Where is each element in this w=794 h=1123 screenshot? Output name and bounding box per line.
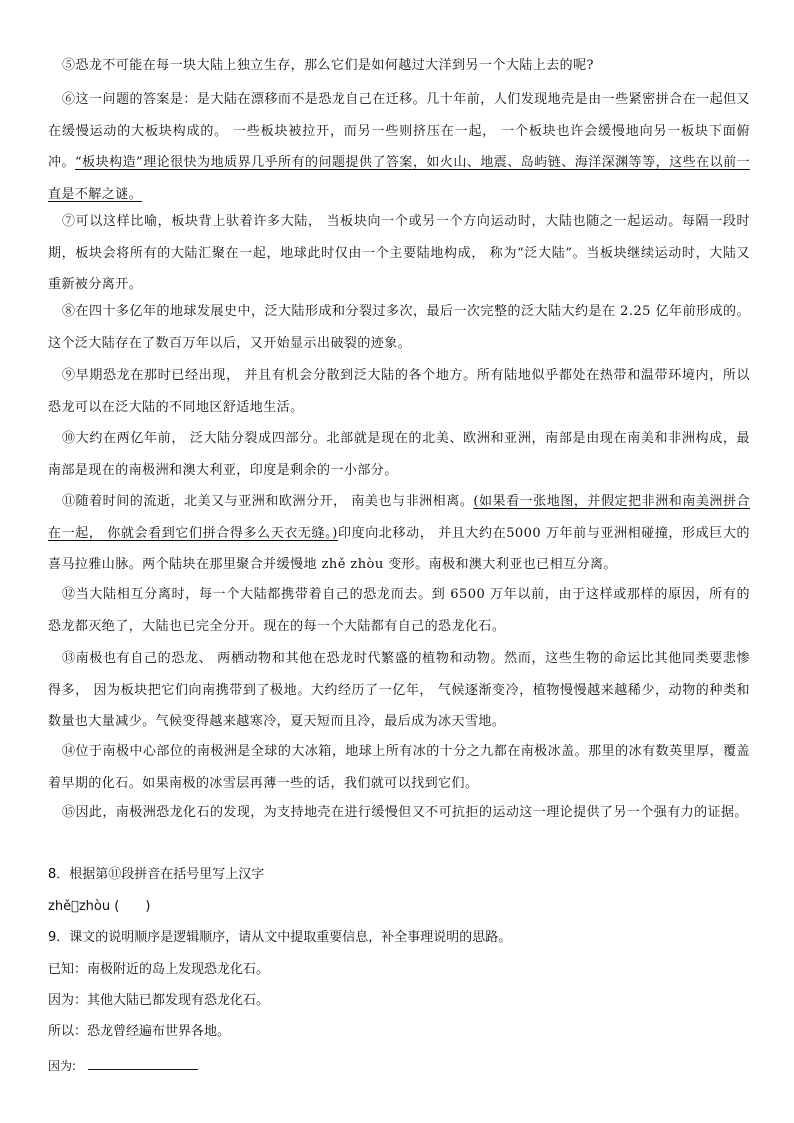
question-8-title: 8．根据第⑪段拼音在括号里写上汉字 bbox=[48, 867, 265, 882]
paragraph-11-text-b: 印度向北移动， 并且大约在5000 万年前与亚洲相碰撞，形成巨大的喜马拉雅山脉。两个陆块在那里聚合并缓慢地 zhě zhòu 变形。南极和澳大利亚也已相互分离。 bbox=[48, 525, 750, 572]
paragraph-6-underlined: “板块构造”理论很快为地质界几乎所有的问题提供了答案，如火山、地震、岛屿链、海洋深渊等等，这些在以前一直是不解之谜。 bbox=[48, 155, 750, 202]
question-8-answer bbox=[48, 897, 750, 917]
paragraph-7: ⑦可以这样比喻，板块背上驮着许多大陆， 当板块向一个或另一个方向运动时，大陆也随之一起运动。每隔一段时期，板块会将所有的大陆汇聚在一起，地球此时仅由一个主要陆地构成， 称为“泛大陆”。当板块继续运动时，大陆又重新被分离开。 bbox=[48, 214, 750, 292]
paragraph-10: ⑩大约在两亿年前， 泛大陆分裂成四部分。北部就是现在的北美、欧洲和亚洲，南部是由现在南美和非洲构成，最南部是现在的南极洲和澳大利亚，印度是剩余的一小部分。 bbox=[48, 431, 750, 478]
paragraph-6 bbox=[48, 84, 750, 210]
paragraph-11-underlined: (如果看一张地图，并假定把非洲和南美洲拼合在一起， 你就会看到它们拼合得多么天衣无缝。) bbox=[48, 494, 750, 541]
paragraph-5: ⑤恐龙不可能在每一块大陆上独立生存，那么它们是如何越过大洋到另一个大陆上去的呢? bbox=[62, 58, 594, 73]
paragraph-14: ⑭位于南极中心部位的南极洲是全球的大冰箱，地球上所有冰的十分之九都在南极冰盖。那里的冰有数英里厚，覆盖着早期的化石。如果南极的冰雪层再薄一些的话，我们就可以找到它们。 bbox=[48, 744, 750, 791]
question-8-answer-text[interactable]: zhě zhòu ( ) bbox=[48, 899, 151, 914]
paragraph-15: ⑮因此，南极洲恐龙化石的发现，为支持地壳在进行缓慢但又不可抗拒的运动这一理论提供了另一个强有力的证据。 bbox=[62, 805, 748, 820]
question-9-because: 因为：其他大陆已都发现有恐龙化石。 bbox=[48, 993, 270, 1008]
paragraph-11-text-a: ⑪随着时间的流逝，北美又与亚洲和欧洲分开， 南美也与非洲相离。 bbox=[62, 494, 474, 509]
question-9-title: 9．课文的说明顺序是逻辑顺序，请从文中提取重要信息，补全事理说明的思路。 bbox=[48, 930, 512, 945]
answer-blank[interactable] bbox=[88, 1057, 198, 1070]
paragraph-8: ⑧在四十多亿年的地球发展史中，泛大陆形成和分裂过多次，最后一次完整的泛大陆大约是在 2.25 亿年前形成的。这个泛大陆存在了数百万年以后，又开始显示出破裂的迹象。 bbox=[48, 304, 750, 351]
paragraph-13: ⑬南极也有自己的恐龙、 两栖动物和其他在恐龙时代繁盛的植物和动物。然而，这些生物的命运比其他同类要悲惨得多， 因为板块把它们向南携带到了极地。大约经历了一亿年， 气候逐渐变冷，植物慢慢越来越稀少，动物的种类和数量也大量减少。气候变得越来越寒冷，夏天短而且冷，最后成为冰天雪地。 bbox=[48, 651, 750, 729]
question-9-so: 所以：恐龙曾经遍布世界各地。 bbox=[48, 1024, 231, 1039]
paragraph-9: ⑨早期恐龙在那时已经出现， 并且有机会分散到泛大陆的各个地方。所有陆地似乎都处在热带和温带环境内，所以恐龙可以在泛大陆的不同地区舒适地生活。 bbox=[48, 368, 750, 415]
paragraph-6-text: ⑥这一问题的答案是：是大陆在漂移而不是恐龙自己在迁移。几十年前，人们发现地壳是由一些紧密拼合在一起但又在缓慢运动的大板块构成的。 一些板块被拉开，而另一些则挤压在一起， 一个板块也许会缓慢地向另一板块下面俯冲。 bbox=[48, 92, 750, 170]
question-9-because-2-label: 因为: bbox=[48, 1059, 77, 1073]
paragraph-12: ⑫当大陆相互分离时，每一个大陆都携带着自己的恐龙而去。到 6500 万年以前，由于这样或那样的原因，所有的恐龙都灭绝了，大陆也已完全分开。现在的每一个大陆都有自己的恐龙化石。 bbox=[48, 587, 750, 634]
question-9-because-2 bbox=[48, 1056, 750, 1076]
question-9-known: 已知：南极附近的岛上发现恐龙化石。 bbox=[48, 962, 270, 977]
paragraph-11 bbox=[48, 486, 750, 581]
